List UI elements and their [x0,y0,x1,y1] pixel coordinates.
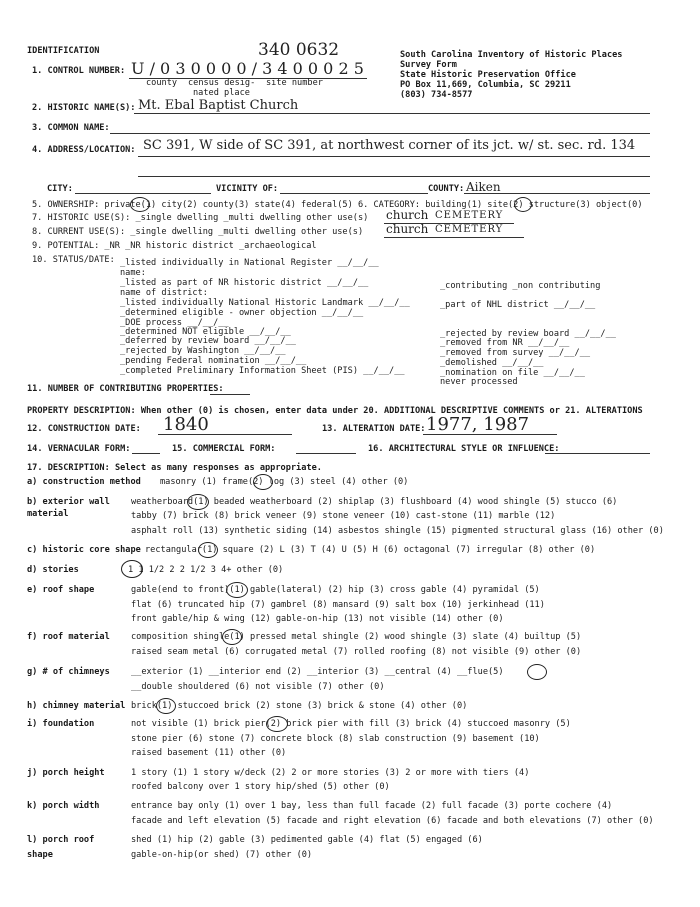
county-underline [464,193,650,194]
status-right-contributing: _contributing _non contributing [440,281,601,291]
agency-line-4: PO Box 11,669, Columbia, SC 29211 [400,80,571,90]
identification-heading: IDENTIFICATION [27,46,100,56]
status-left-5: _determined eligible - owner objection __/__/__ [120,308,364,318]
desc-i-options-2: stone pier (6) stone (7) concrete block (8) slab construction (9) basement (10) [131,734,540,744]
property-description-line: PROPERTY DESCRIPTION: When other (0) is chosen, enter data under 20. ADDITIONAL DESCRIPTIVE COMMENTS or 21. ALTERATIONS [27,406,643,416]
circle-brick-chimney [156,698,176,714]
commercial-form-label: 15. COMMERCIAL FORM: [172,444,276,454]
circle-site [514,197,532,212]
desc-h-label: h) chimney material [27,701,126,711]
status-left-10: _pending Federal nomination __/__/__ [120,356,307,366]
vicinity-underline [280,193,428,194]
agency-line-2: Survey Form [400,60,457,70]
desc-b-options-3: asphalt roll (13) synthetic siding (14) asbestos shingle (15) pigmented structural glass (16) other (0) [131,526,664,536]
desc-l-label-1: l) porch roof [27,835,95,845]
status-left-8: _deferred by review board __/__/__ [120,336,296,346]
status-date-label: 10. STATUS/DATE: [32,255,115,265]
alteration-date-underline [423,434,557,435]
control-number-label: 1. CONTROL NUMBER: [32,66,126,76]
commercial-underline [296,453,356,454]
circle-composition-shingle [222,629,242,645]
status-left-0: _listed individually in National Register __/__/__ [120,258,379,268]
address-underline-2 [138,176,650,177]
city-label: CITY: [47,184,73,194]
handwritten-top-number: 340 0632 [258,40,340,60]
desc-l-options-2: gable-on-hip(or shed) (7) other (0) [131,850,313,860]
status-right-2: _removed from survey __/__/__ [440,348,591,358]
desc-l-label-2: shape [27,850,53,860]
desc-l-options-1: shed (1) hip (2) gable (3) pedimented gable (4) flat (5) engaged (6) [131,835,483,845]
desc-j-label: j) porch height [27,768,105,778]
desc-k-options-1: entrance bay only (1) over 1 bay, less than full facade (2) full facade (3) porte cochere (4) [131,801,613,811]
desc-c-label: c) historic core shape [27,545,141,555]
status-right-4: _nomination on file __/__/__ [440,368,585,378]
status-left-9: _rejected by Washington __/__/__ [120,346,286,356]
agency-line-1: South Carolina Inventory of Historic Places [400,50,623,60]
vernacular-form-label: 14. VERNACULAR FORM: [27,444,131,454]
address-value: SC 391, W side of SC 391, at northwest corner of its jct. w/ st. sec. rd. 134 [143,138,636,153]
current-use-church: church [386,222,429,236]
architectural-underline [545,453,650,454]
desc-b-label-1: b) exterior wall [27,497,110,507]
current-use-underline [384,237,524,238]
desc-a-options: masonry (1) frame(2) log (3) steel (4) other (0) [160,477,409,487]
contributing-properties-underline [210,394,250,395]
address-underline [138,156,650,157]
desc-j-options-2: roofed balcony over 1 story hip/shed (5) other (0) [131,782,390,792]
desc-e-options-3: front gable/hip & wing (12) gable-on-hip (13) not visible (14) other (0) [131,614,504,624]
desc-i-label: i) foundation [27,719,95,729]
desc-g-options-1: __exterior (1) __interior end (2) __interior (3) __central (4) __flue(5) [131,667,504,677]
desc-e-label: e) roof shape [27,585,95,595]
status-left-6: _DOE process __/__/__ [120,318,229,328]
control-sub-site: site number [266,78,323,88]
desc-d-options: 1 1 1/2 2 2 1/2 3 4+ other (0) [128,565,284,575]
historic-use-cemetery: CEMETERY [435,210,504,221]
address-label: 4. ADDRESS/LOCATION: [32,145,136,155]
desc-b-label-2: material [27,509,69,519]
historic-use-line: 7. HISTORIC USE(S): _single dwelling _multi dwelling other use(s) [32,213,369,223]
desc-c-options: rectangular(1) square (2) L (3) T (4) U (5) H (6) octagonal (7) irregular (8) other (0) [145,545,596,555]
agency-line-5: (803) 734-8577 [400,90,473,100]
current-use-cemetery: CEMETERY [435,224,504,235]
county-label: COUNTY: [428,184,465,194]
desc-i-options-3: raised basement (11) other (0) [131,748,287,758]
description-heading: 17. DESCRIPTION: Select as many responses as appropriate. [27,463,322,473]
status-left-7: _determined NOT eligible __/__/__ [120,327,291,337]
circle-gable-end [226,582,248,598]
control-sub-census: census desig- [188,78,256,88]
historic-name-value: Mt. Ebal Baptist Church [138,98,299,113]
desc-k-options-2: facade and left elevation (5) facade and right elevation (6) facade and both elevations (7) other (0) [131,816,654,826]
status-left-3: name of district: [120,288,208,298]
control-sub-place: nated place [193,88,250,98]
contributing-properties-label: 11. NUMBER OF CONTRIBUTING PROPERTIES: [27,384,224,394]
status-right-0: _rejected by review board __/__/__ [440,329,616,339]
status-left-11: _completed Preliminary Information Sheet (PIS) __/__/__ [120,366,405,376]
desc-j-options-1: 1 story (1) 1 story w/deck (2) 2 or more stories (3) 2 or more with tiers (4) [131,768,530,778]
control-sub-county: county [146,78,178,88]
vernacular-underline [132,453,160,454]
ownership-category-line: 5. OWNERSHIP: private(1) city(2) county(3) state(4) federal(5) 6. CATEGORY: building(1) site(2) structure(3) object(0) [32,200,643,210]
common-name-label: 3. COMMON NAME: [32,123,110,133]
desc-k-label: k) porch width [27,801,100,811]
common-name-underline [110,133,650,134]
desc-b-options-2: tabby (7) brick (8) brick veneer (9) stone veneer (10) cast-stone (11) marble (12) [131,511,556,521]
desc-h-options: brick(1) stuccoed brick (2) stone (3) brick & stone (4) other (0) [131,701,468,711]
circle-brick-pier [266,716,288,732]
current-use-line: 8. CURRENT USE(S): _single dwelling _multi dwelling other use(s) [32,227,364,237]
desc-d-label: d) stories [27,565,79,575]
potential-line: 9. POTENTIAL: _NR _NR historic district _archaeological [32,241,317,251]
construction-date-label: 12. CONSTRUCTION DATE: [27,424,141,434]
alteration-date-label: 13. ALTERATION DATE: [322,424,426,434]
status-right-5: never processed [440,377,518,387]
alteration-date-value: 1977, 1987 [426,414,530,435]
circle-rectangular [198,542,218,558]
circle-one-story [121,560,143,578]
architectural-style-label: 16. ARCHITECTURAL STYLE OR INFLUENCE: [368,444,560,454]
desc-f-options-2: raised seam metal (6) corrugated metal (7) rolled roofing (8) not visible (9) other (0) [131,647,582,657]
city-underline [75,193,211,194]
historic-use-church: church [386,208,429,222]
desc-a-label: a) construction method [27,477,141,487]
agency-line-3: State Historic Preservation Office [400,70,576,80]
historic-name-underline [134,113,650,114]
desc-g-label: g) # of chimneys [27,667,110,677]
circle-frame [253,474,273,490]
desc-i-options-1: not visible (1) brick pier(2) brick pier with fill (3) brick (4) stuccoed masonry (5) [131,719,571,729]
vicinity-label: VICINITY OF: [216,184,279,194]
status-right-3: _demolished __/__/__ [440,358,544,368]
construction-date-underline [158,434,292,435]
status-left-2: _listed as part of NR historic district __/__/__ [120,278,369,288]
desc-e-options-1: gable(end to front)(1) gable(lateral) (2) hip (3) cross gable (4) pyramidal (5) [131,585,540,595]
status-left-1: name: [120,268,146,278]
desc-f-label: f) roof material [27,632,110,642]
desc-g-options-2: __double shouldered (6) not visible (7) other (0) [131,682,385,692]
circle-private [130,197,150,212]
control-number-value: U / 0 3 0 0 0 0 / 3 4 0 0 0 2 5 [131,59,364,78]
status-right-1: _removed from NR __/__/__ [440,338,570,348]
construction-date-value: 1840 [163,414,209,435]
desc-b-options-1: weatherboard(1) beaded weatherboard (2) shiplap (3) flushboard (4) wood shingle (5) stucco (6) [131,497,618,507]
desc-f-options-1: composition shingle(1) pressed metal shingle (2) wood shingle (3) slate (4) builtup (5) [131,632,582,642]
status-right-nhl: _part of NHL district __/__/__ [440,300,596,310]
historic-name-label: 2. HISTORIC NAME(S): [32,103,136,113]
county-value: Aiken [466,180,501,194]
circle-weatherboard [187,494,209,510]
desc-e-options-2: flat (6) truncated hip (7) gambrel (8) mansard (9) salt box (10) jerkinhead (11) [131,600,545,610]
status-left-4: _listed individually National Historic Landmark __/__/__ [120,298,410,308]
circle-flue [527,664,547,680]
